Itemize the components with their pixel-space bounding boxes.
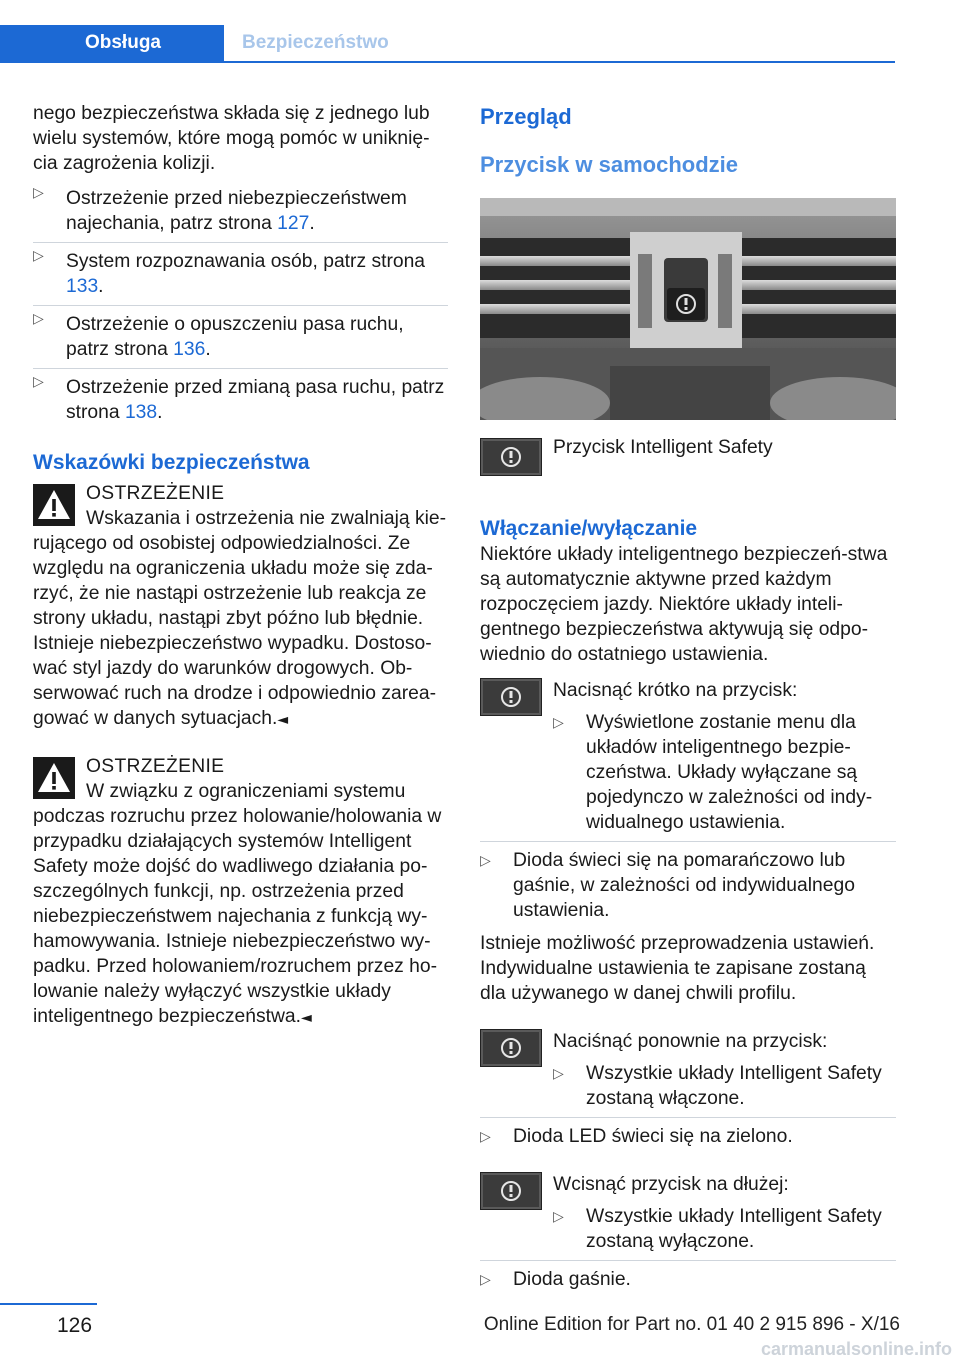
end-mark: ◄ (277, 712, 289, 728)
tab-bezpieczenstwo[interactable]: Bezpieczeństwo (242, 32, 389, 53)
page-header (0, 25, 895, 63)
intelligent-safety-button-icon (480, 438, 542, 476)
page-link-133[interactable]: 133 (66, 276, 99, 297)
intro-paragraph: nego bezpieczeństwa składa się z jednego lub wielu systemów, które mogą pomóc w uniknię‐cia zagrożenia kolizji. (33, 103, 430, 174)
short-press-instruction: Nacisnąć krótko na przycisk: (553, 680, 798, 701)
button-legend (480, 438, 896, 476)
on-off-heading: Włączanie/wyłączanie (480, 517, 698, 540)
short-press-list (553, 710, 896, 835)
overview-heading: Przegląd (480, 104, 572, 129)
warning-block-2 (33, 754, 448, 1031)
intelligent-safety-button-icon (480, 678, 542, 716)
long-press-led-list (480, 1260, 896, 1292)
list-item: ▷ Wszystkie układy Intelligent Safety zostaną wyłączone. (553, 1204, 896, 1254)
list-item: ▷ Dioda gaśnie. (480, 1267, 896, 1292)
page-link-138[interactable]: 138 (124, 402, 158, 423)
warning-text: Wskazania i ostrzeżenia nie zwalniają kie‐rującego od osobistej odpowiedzialności. Ze względu na ograniczenia układu może się zda‐rzyć, że nie nastąpi ostrzeżenie lub reakcja ze strony układu, nastąpi zbyt późno lub błędnie. Istnieje niebezpieczeństwo wypadku. Dostoso‐wać styl jazdy do warunków drogowych. Ob‐serwować ruch na drodze i odpowiednio zarea‐gować w danych sytuacjach. (33, 508, 447, 729)
press-again-led-list (480, 1117, 896, 1149)
short-press-block (480, 678, 896, 835)
right-column (480, 101, 896, 1292)
list-item: ▷ Wyświetlone zostanie menu dla układów inteligentnego bezpie‐czeństwa. Układy wyłączane są pojedynczo w zależności od indy‐widualnego ustawienia. (553, 710, 896, 835)
warning-text: W związku z ograniczeniami systemu podczas rozruchu przez holowanie/holowania w przypadku działających systemów Intelligent Safety może dojść do wadliwego działania po‐szczególnych funkcji, np. ostrzeżenia przed niebezpieczeństwem najechania z funkcją wy‐hamowywania. Istnieje niebezpieczeństwo wy‐padku. Przed holowaniem/rozruchem przez ho‐lowanie należy wyłączyć wszystkie układy inteligentnego bezpieczeństwa. (33, 781, 442, 1027)
press-again-instruction: Naciśnąć ponownie na przycisk: (553, 1031, 828, 1052)
page-link-127[interactable]: 127 (277, 213, 310, 234)
short-press-led-list (480, 841, 896, 923)
header-rule (0, 61, 895, 63)
end-mark: ◄ (300, 1010, 312, 1026)
list-item: ▷ Ostrzeżenie przed niebezpieczeństwem najechania, patrz strona 127. (33, 180, 448, 242)
on-off-intro: Niektóre układy inteligentnego bezpieczeń‐stwa są automatycznie aktywne przed każdym rozpoczęciem jazdy. Niektóre układy inteli‐gentnego bezpieczeństwa aktywują się odpo‐wiednio do ostatniego ustawienia. (480, 544, 888, 665)
list-item: ▷ System rozpoznawania osób, patrz strona 133. (33, 242, 448, 305)
long-press-block (480, 1172, 896, 1254)
warning-title: OSTRZEŻENIE (86, 483, 225, 504)
left-column (33, 101, 448, 1031)
press-again-block (480, 1029, 896, 1111)
page-link-136[interactable]: 136 (173, 339, 206, 360)
list-item: ▷ Wszystkie układy Intelligent Safety zostaną włączone. (553, 1061, 896, 1111)
long-press-instruction: Wcisnąć przycisk na dłużej: (553, 1174, 789, 1195)
warning-block-1 (33, 481, 448, 733)
page-number: 126 (57, 1314, 93, 1337)
watermark: carmanualsonline.info (760, 1339, 952, 1359)
long-press-list (553, 1204, 896, 1254)
press-again-list (553, 1061, 896, 1111)
profile-paragraph: Istnieje możliwość przeprowadzenia ustawień. Indywidualne ustawienia te zapisane zostaną dla używanego w danej chwili profilu. (480, 933, 875, 1004)
safety-heading: Wskazówki bezpieczeństwa (33, 451, 310, 474)
button-in-car-heading: Przycisk w samochodzie (480, 152, 738, 177)
intelligent-safety-button-icon (480, 1172, 542, 1210)
button-caption: Przycisk Intelligent Safety (553, 438, 773, 458)
list-item: ▷ Ostrzeżenie przed zmianą pasa ruchu, patrz strona 138. (33, 368, 448, 431)
list-item: ▷ Ostrzeżenie o opuszczeniu pasa ruchu, patrz strona 136. (33, 305, 448, 368)
warning-title: OSTRZEŻENIE (86, 756, 225, 777)
warning-triangle-icon (33, 484, 75, 526)
list-item: ▷ Dioda LED świeci się na zielono. (480, 1124, 896, 1149)
tab-obsluga[interactable]: Obsługa (0, 25, 224, 61)
dashboard-button-photo (480, 198, 896, 420)
edition-info: Online Edition for Part no. 01 40 2 915 896 - X/16 (483, 1314, 900, 1335)
footer-rule (0, 1303, 97, 1305)
list-item: ▷ Dioda świeci się na pomarańczowo lub gaśnie, w zależności od indywidualnego ustawienia. (480, 848, 896, 923)
warning-triangle-icon (33, 757, 75, 799)
related-systems-list (33, 180, 448, 431)
intelligent-safety-button-icon (480, 1029, 542, 1067)
